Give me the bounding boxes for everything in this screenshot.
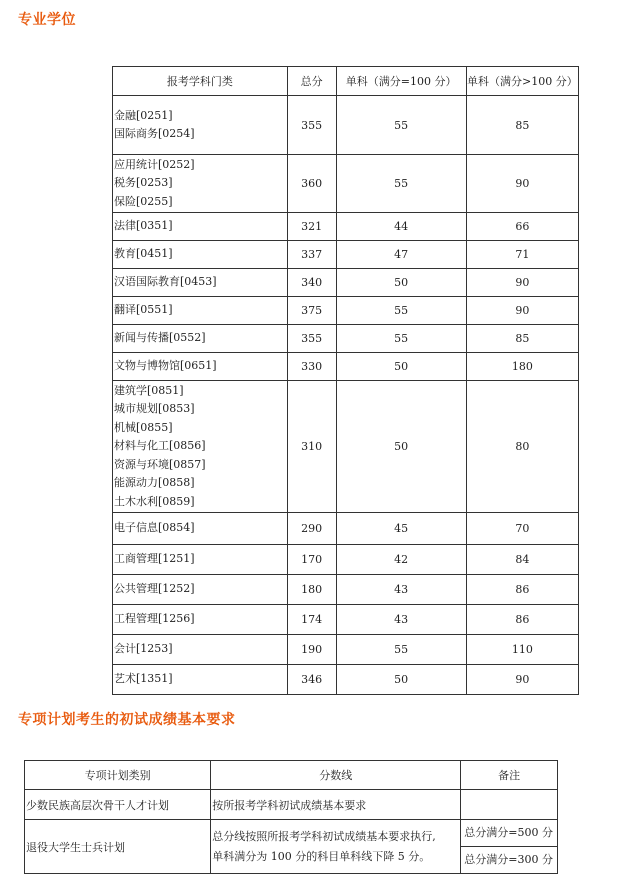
remarks-cell: 总分满分=300 分: [461, 847, 558, 874]
subject-name: 新闻与传播[0552]: [114, 331, 206, 345]
total-score-cell: 321: [287, 213, 336, 241]
single-100-cell: 55: [336, 155, 466, 213]
subject-category-cell: [113, 241, 288, 269]
table-row: [113, 665, 579, 695]
single-100-cell: 50: [336, 665, 466, 695]
table-row: [113, 96, 579, 155]
single-100-cell: 55: [336, 325, 466, 353]
professional-degree-score-table: [112, 66, 579, 695]
total-score-cell: 355: [287, 325, 336, 353]
single-over-100-cell: 86: [466, 575, 578, 605]
total-score-cell: 355: [287, 96, 336, 155]
subject-name: 应用统计[0252]: [114, 157, 195, 171]
header-total-score: 总分: [287, 67, 336, 96]
single-100-cell: 43: [336, 605, 466, 635]
single-100-cell: 55: [336, 635, 466, 665]
score-line-text: 总分线按照所报考学科初试成绩基本要求执行,: [212, 829, 436, 843]
subject-name: 城市规划[0853]: [114, 402, 195, 416]
subject-name: 税务[0253]: [114, 176, 173, 190]
single-over-100-cell: 70: [466, 513, 578, 545]
header-plan-category: 专项计划类别: [25, 761, 211, 790]
total-score-cell: 290: [287, 513, 336, 545]
subject-name: 会计[1253]: [114, 642, 173, 656]
subject-category-cell: [113, 297, 288, 325]
single-100-cell: 50: [336, 269, 466, 297]
subject-category-cell: [113, 353, 288, 381]
single-over-100-cell: 80: [466, 381, 578, 513]
table-row: [113, 381, 579, 513]
subject-name: 国际商务[0254]: [114, 127, 195, 140]
subject-category-cell: [113, 381, 288, 513]
single-over-100-cell: 84: [466, 545, 578, 575]
subject-name: 资源与环境[0857]: [114, 457, 206, 471]
score-line-cell: 按所报考学科初试成绩基本要求: [211, 790, 461, 820]
subject-category-cell: [113, 635, 288, 665]
single-100-cell: 44: [336, 213, 466, 241]
table-row: [113, 325, 579, 353]
table-row: [113, 213, 579, 241]
total-score-cell: 340: [287, 269, 336, 297]
subject-name: 金融[0251]: [114, 108, 173, 122]
single-100-cell: 43: [336, 575, 466, 605]
header-subject-category: 报考学科门类: [113, 67, 288, 96]
table-row: [25, 790, 558, 820]
subject-name: 能源动力[0858]: [114, 476, 195, 490]
single-100-cell: 55: [336, 96, 466, 155]
subject-category-cell: [113, 269, 288, 297]
subject-category-cell: [113, 513, 288, 545]
subject-name: 机械[0855]: [114, 420, 173, 434]
subject-name: 法律[0351]: [114, 219, 173, 233]
total-score-cell: 375: [287, 297, 336, 325]
table-row: [113, 575, 579, 605]
subject-name: 材料与化工[0856]: [114, 439, 206, 453]
table-row: [113, 605, 579, 635]
single-100-cell: 50: [336, 353, 466, 381]
subject-name: 保险[0255]: [114, 194, 173, 208]
subject-name: 汉语国际教育[0453]: [114, 275, 217, 289]
table-row: [113, 155, 579, 213]
subject-name: 工程管理[1256]: [114, 612, 195, 626]
subject-category-cell: [113, 575, 288, 605]
total-score-cell: 174: [287, 605, 336, 635]
subject-name: 工商管理[1251]: [114, 552, 195, 566]
single-100-cell: 50: [336, 381, 466, 513]
remarks-cell: 总分满分=500 分: [461, 820, 558, 847]
total-score-cell: 170: [287, 545, 336, 575]
table-row: [113, 353, 579, 381]
plan-category-cell: 少数民族高层次骨干人才计划: [25, 790, 211, 820]
subject-name: 电子信息[0854]: [114, 521, 195, 535]
table-row: [113, 513, 579, 545]
subject-name: 公共管理[1252]: [114, 582, 195, 596]
table-row: [113, 297, 579, 325]
single-100-cell: 42: [336, 545, 466, 575]
subject-category-cell: [113, 665, 288, 695]
subject-name: 翻译[0551]: [114, 303, 173, 317]
section-title-professional-degree: 专业学位: [18, 12, 76, 28]
single-over-100-cell: 90: [466, 297, 578, 325]
subject-category-cell: [113, 545, 288, 575]
subject-category-cell: [113, 155, 288, 213]
single-over-100-cell: 71: [466, 241, 578, 269]
table-row: [113, 545, 579, 575]
header-single-over-100: 单科（满分>100 分）: [466, 67, 578, 96]
subject-name: 建筑学[0851]: [114, 383, 184, 397]
single-over-100-cell: 66: [466, 213, 578, 241]
single-over-100-cell: 110: [466, 635, 578, 665]
table-row: [113, 241, 579, 269]
header-remarks: 备注: [461, 761, 558, 790]
section-title-special-plan: 专项计划考生的初试成绩基本要求: [18, 712, 236, 728]
subject-name: 文物与博物馆[0651]: [114, 359, 217, 373]
subject-name: 教育[0451]: [114, 247, 173, 261]
table-header-row: [113, 67, 579, 96]
table-row: [113, 269, 579, 297]
single-over-100-cell: 85: [466, 96, 578, 155]
single-100-cell: 55: [336, 297, 466, 325]
header-score-line: 分数线: [211, 761, 461, 790]
total-score-cell: 360: [287, 155, 336, 213]
subject-name: 艺术[1351]: [114, 672, 173, 686]
single-over-100-cell: 86: [466, 605, 578, 635]
total-score-cell: 310: [287, 381, 336, 513]
score-line-text: 单科满分为 100 分的科目单科线下降 5 分。: [212, 849, 431, 863]
single-over-100-cell: 90: [466, 269, 578, 297]
single-over-100-cell: 85: [466, 325, 578, 353]
subject-category-cell: [113, 96, 288, 155]
subject-name: 土木水利[0859]: [114, 494, 195, 508]
table-header-row: [25, 761, 558, 790]
subject-category-cell: [113, 605, 288, 635]
table-row: [113, 635, 579, 665]
header-single-100: 单科（满分=100 分）: [336, 67, 466, 96]
single-100-cell: 45: [336, 513, 466, 545]
total-score-cell: 190: [287, 635, 336, 665]
special-plan-score-table: [24, 760, 558, 874]
plan-category-cell: 退役大学生士兵计划: [25, 820, 211, 874]
remarks-cell: [461, 790, 558, 820]
score-line-cell: [211, 820, 461, 874]
table-row: [25, 820, 558, 847]
total-score-cell: 337: [287, 241, 336, 269]
single-over-100-cell: 90: [466, 665, 578, 695]
subject-category-cell: [113, 213, 288, 241]
single-100-cell: 47: [336, 241, 466, 269]
total-score-cell: 180: [287, 575, 336, 605]
single-over-100-cell: 180: [466, 353, 578, 381]
total-score-cell: 346: [287, 665, 336, 695]
subject-category-cell: [113, 325, 288, 353]
single-over-100-cell: 90: [466, 155, 578, 213]
total-score-cell: 330: [287, 353, 336, 381]
